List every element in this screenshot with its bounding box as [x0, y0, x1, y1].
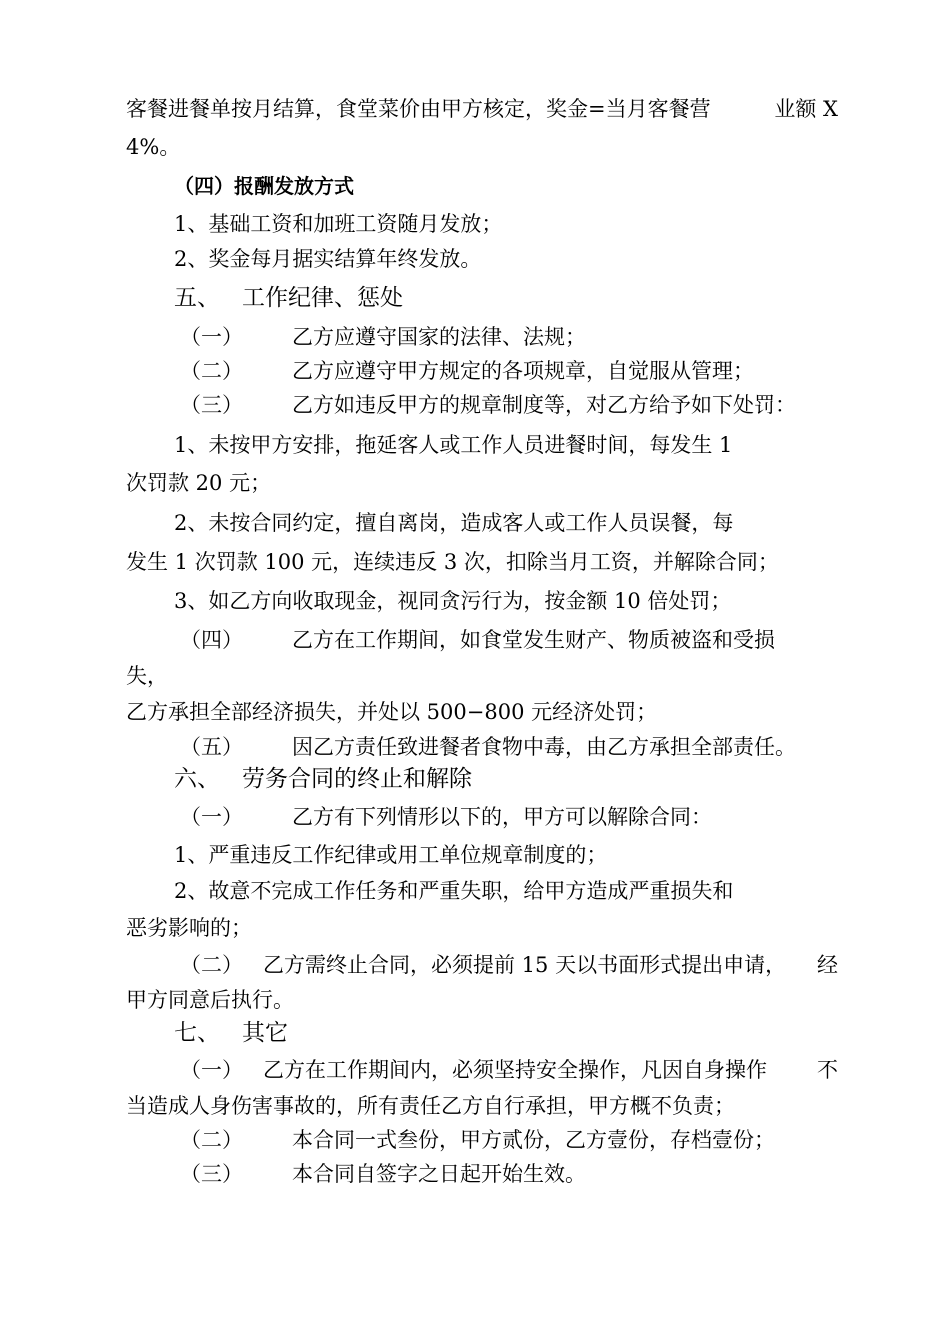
penalty-item-cont: 发生 1 次罚款 100 元，连续违反 3 次，扣除当月工资，并解除合同；	[126, 550, 779, 574]
clause-cont: 当造成人身伤害事故的，所有责任乙方自行承担，甲方概不负责；	[126, 1094, 735, 1118]
section-number: 七、	[174, 1020, 220, 1046]
clause-text-tail: 经	[817, 953, 838, 977]
list-item: 2、奖金每月据实结算年终发放。	[174, 247, 482, 271]
clause-number: （一）	[180, 805, 243, 829]
clause-number: （二）	[180, 953, 243, 977]
clause-text: 乙方应遵守国家的法律、法规；	[292, 325, 586, 349]
clause	[180, 1125, 775, 1155]
clause-number: （五）	[180, 735, 243, 759]
clause-number: （一）	[180, 1058, 243, 1082]
clause-cont: 失，	[126, 664, 168, 688]
section-number: 六、	[174, 766, 220, 792]
clause-number: （一）	[180, 325, 243, 349]
penalty-item: 3、如乙方向收取现金，视同贪污行为，按金额 10 倍处罚；	[174, 589, 732, 613]
canteen-text: 客餐进餐单按月结算，食堂菜价由甲方核定，奖金=当月客餐营	[126, 97, 711, 121]
clause-text: 乙方在工作期间，如食堂发生财产、物质被盗和受损	[292, 628, 775, 652]
clause-text: 因乙方责任致进餐者食物中毒，由乙方承担全部责任。	[292, 735, 796, 759]
clause-cont: 乙方承担全部经济损失，并处以 500−800 元经济处罚；	[126, 700, 658, 724]
clause	[180, 950, 838, 980]
clause-text: 本合同自签字之日起开始生效。	[292, 1162, 586, 1186]
clause-number: （三）	[180, 393, 243, 417]
list-item: 1、严重违反工作纪律或用工单位规章制度的；	[174, 843, 608, 867]
paragraph-line	[126, 94, 838, 124]
clause-text: 本合同一式叁份，甲方贰份，乙方壹份，存档壹份；	[292, 1128, 775, 1152]
section-heading	[174, 764, 472, 794]
list-item: 1、基础工资和加班工资随月发放；	[174, 212, 503, 236]
section-number: 五、	[174, 285, 220, 311]
section-heading	[174, 283, 403, 313]
penalty-item-cont: 次罚款 20 元；	[126, 471, 272, 495]
clause	[180, 390, 796, 420]
clause-text: 乙方有下列情形以下的，甲方可以解除合同：	[292, 805, 712, 829]
section-heading	[174, 1018, 288, 1048]
clause-text: 乙方应遵守甲方规定的各项规章，自觉服从管理；	[292, 359, 754, 383]
section-title: 工作纪律、惩处	[242, 285, 403, 311]
clause	[180, 625, 775, 655]
section-title: 其它	[242, 1020, 288, 1046]
clause-text: 乙方需终止合同，必须提前 15 天以书面形式提出申请，	[263, 953, 787, 977]
clause-number: （四）	[180, 628, 243, 652]
list-item: 2、故意不完成工作任务和严重失职，给甲方造成严重损失和	[174, 879, 734, 903]
clause	[180, 1159, 586, 1189]
section-title: 劳务合同的终止和解除	[242, 766, 472, 792]
clause-cont: 甲方同意后执行。	[126, 988, 294, 1012]
subsection-heading: （四）报酬发放方式	[174, 174, 354, 198]
list-item-cont: 恶劣影响的；	[126, 916, 252, 940]
penalty-item: 2、未按合同约定，擅自离岗，造成客人或工作人员误餐，每	[174, 511, 734, 535]
clause	[180, 732, 796, 762]
clause-text: 乙方如违反甲方的规章制度等，对乙方给予如下处罚：	[292, 393, 796, 417]
clause-text: 乙方在工作期间内，必须坚持安全操作，凡因自身操作	[263, 1058, 767, 1082]
paragraph-line: 4%。	[126, 135, 181, 159]
clause-text-tail: 不	[817, 1058, 838, 1082]
penalty-item: 1、未按甲方安排，拖延客人或工作人员进餐时间，每发生 1	[174, 433, 733, 457]
clause-number: （三）	[180, 1162, 243, 1186]
clause-number: （二）	[180, 1128, 243, 1152]
clause	[180, 356, 754, 386]
clause	[180, 1055, 838, 1085]
canteen-text-tail: 业额 X	[774, 97, 838, 121]
clause	[180, 802, 712, 832]
clause-number: （二）	[180, 359, 243, 383]
clause	[180, 322, 586, 352]
